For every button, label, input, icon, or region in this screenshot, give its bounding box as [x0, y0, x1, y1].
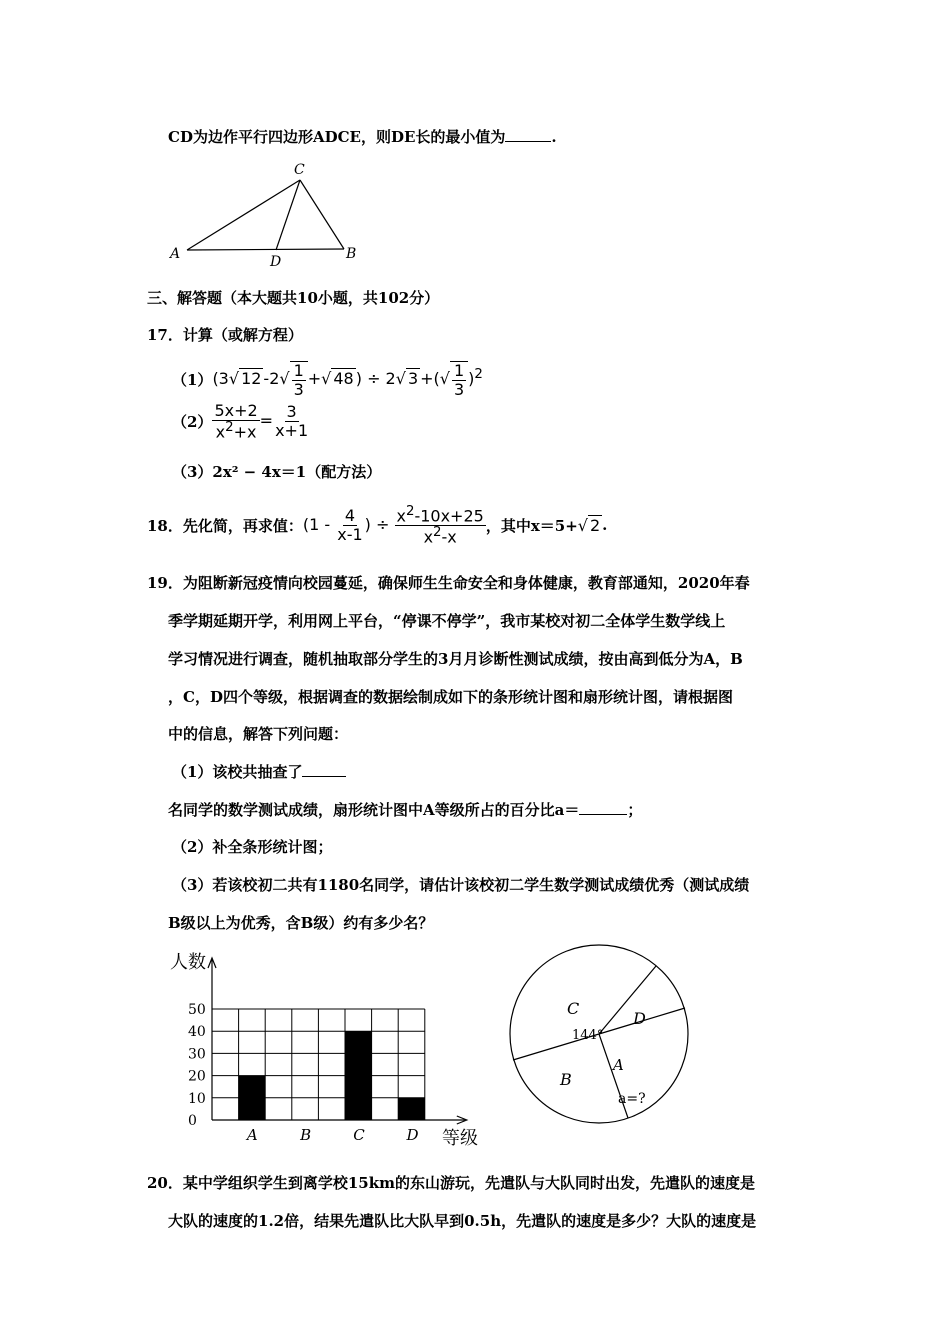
expression-18: (1 - $\frac{4}{x-1}$ ) ÷ $\frac{x^2-10x+25}{x^2-x}$: [302, 504, 484, 547]
category-label: A: [246, 1126, 258, 1144]
y-tick-label: 20: [188, 1068, 206, 1085]
chart-ticks: [188, 1002, 206, 1129]
answer-blank: [579, 800, 627, 815]
bar-d: [398, 1098, 425, 1120]
x-axis-label: 等级: [442, 1128, 478, 1148]
y-tick-label: 40: [188, 1024, 206, 1041]
q19-sub3b: B级以上为优秀，含B级）约有多少名？: [168, 914, 434, 932]
pie-chart: [500, 940, 700, 1140]
part-label: （2）: [172, 412, 213, 431]
q19-line-1: 19．为阻断新冠疫情向校园蔓延，确保师生生命安全和身体健康，教育部通知，2020年春: [147, 574, 750, 592]
vertex-label-d: D: [270, 254, 282, 268]
q19-line-3: 学习情况进行调查，随机抽取部分学生的3月月诊断性测试成绩，按由高到低分为A，B: [168, 650, 743, 668]
question-text: CD为边作平行四边形ADCE，则DE长的最小值为: [168, 128, 506, 146]
y-tick-label: 30: [188, 1046, 206, 1063]
y-tick-label: 0: [188, 1113, 197, 1129]
y-tick-label: 50: [188, 1002, 206, 1018]
q19-sub3a: （3）若该校初二共有1180名同学，请估计该校初二学生数学测试成绩优秀（测试成绩: [172, 876, 750, 894]
answer-blank: [302, 762, 346, 777]
pie-label-c: C: [567, 999, 580, 1018]
vertex-label-b: B: [346, 246, 357, 262]
part-label: （1）: [172, 371, 213, 390]
sub-text: （1）该校共抽查了: [172, 763, 303, 781]
q18-tail: ，其中x＝5+: [485, 516, 578, 535]
answer-blank: [505, 127, 551, 142]
q17-title: 17．计算（或解方程）: [147, 326, 303, 344]
section-heading: 三、解答题（本大题共10小题，共102分）: [147, 289, 440, 307]
q20-line-1: 20．某中学组织学生到离学校15km的东山游玩，先遣队与大队同时出发，先遣队的速度是: [147, 1174, 756, 1192]
vertex-label-c: C: [294, 162, 305, 178]
sub-text: 名同学的数学测试成绩，扇形统计图中A等级所占的百分比a＝: [168, 801, 580, 819]
q17-part1: [172, 361, 483, 398]
q19-line-5: 中的信息，解答下列问题：: [168, 725, 349, 743]
period: .: [551, 128, 557, 146]
pie-angle: 144°: [572, 1028, 604, 1043]
y-axis-label: 人数: [170, 952, 206, 973]
period: .: [602, 516, 608, 535]
q17-part2: [172, 402, 310, 441]
bar-chart: [160, 948, 480, 1148]
q20-line-2: 大队的速度的1.2倍，结果先遣队比大队早到0.5h，先遣队的速度是多少？大队的速度是: [168, 1212, 757, 1230]
q18-label: 18．先化简，再求值：: [147, 516, 303, 535]
vertex-label-a: A: [170, 246, 181, 262]
q19-sub2: （2）补全条形统计图；: [172, 838, 333, 856]
category-label: B: [300, 1126, 312, 1144]
pie-divider: [599, 966, 656, 1034]
y-tick-label: 10: [188, 1090, 206, 1107]
category-label: C: [353, 1126, 365, 1144]
q17-part3: （3）2x² − 4x＝1（配方法）: [172, 463, 382, 481]
equation-2: $\frac{5x+2}{x^2+x}$ = $\frac{3}{x+1}$: [214, 401, 309, 441]
q19-sub1a: [172, 761, 346, 782]
q19-line-2: 季学期延期开学，利用网上平台，“停课不停学”，我市某校对初二全体学生数学线上: [168, 612, 726, 630]
bar-c: [345, 1031, 372, 1120]
category-label: D: [406, 1126, 419, 1144]
pie-label-a: A: [613, 1056, 624, 1074]
pie-a-value: a=?: [618, 1091, 646, 1107]
chart-categories: [245, 1126, 419, 1144]
pie-label-d: D: [633, 1009, 646, 1028]
triangle-figure: [160, 158, 370, 268]
q18: 18．先化简，再求值： (1 - $\frac{4}{x-1}$ ) ÷ $\frac{x^2-10x+25}{x^2-x}$ ，其中x＝5+ √ 2 .: [147, 504, 608, 547]
bar-a: [239, 1076, 266, 1120]
semicolon: ；: [627, 801, 643, 819]
question-16-tail: [168, 126, 557, 147]
pie-label-b: B: [560, 1070, 572, 1089]
q19-line-4: ，C，D四个等级，根据调查的数据绘制成如下的条形统计图和扇形统计图，请根据图: [168, 688, 733, 706]
expression-1: (3√ 12 -2√ $\frac{1}{3}$ +√ 48 ) ÷ 2√ 3 +(√ $\frac{1}{3}$ )$^2$: [212, 361, 483, 399]
q19-sub1b: [168, 799, 642, 820]
